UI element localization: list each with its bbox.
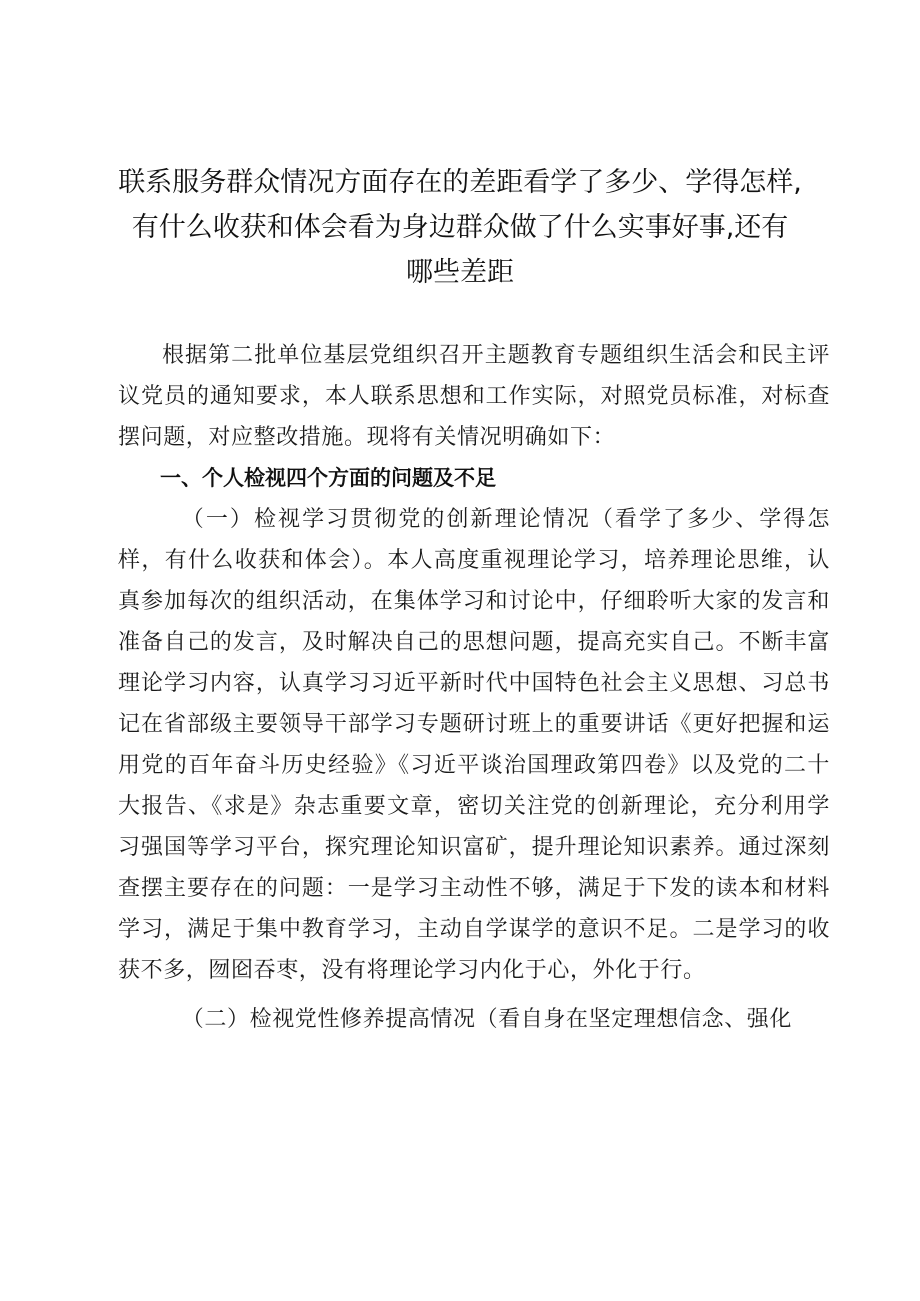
title-line-2: 有什么收获和体会看为身边群众做了什么实事好事,还有: [131, 212, 789, 243]
subsection-2-paragraph: （二）检视党性修养提高情况（看自身在坚定理想信念、强化: [181, 1007, 792, 1032]
section-heading-1: 一、个人检视四个方面的问题及不足: [160, 466, 496, 490]
title-line-1: 联系服务群众情况方面存在的差距看学了多少、学得怎样,: [118, 167, 802, 198]
document-body: [118, 335, 830, 1040]
subsection-1-paragraph: （一）检视学习贯彻党的创新理论情况（看学了多少、学得怎样，有什么收获和体会）。本人高度重视理论学习，培养理论思维，认真参加每次的组织活动，在集体学习和讨论中，仔细聆听大家的发言和准备自己的发言，及时解决自己的思想问题，提高充实自己。不断丰富理论学习内容，认真学习习近平新时代中国特色社会主义思想、习总书记在省部级主要领导干部学习专题研讨班上的重要讲话《更好把握和运用党的百年奋斗历史经验》《习近平谈治国理政第四卷》以及党的二十大报告、《求是》杂志重要文章，密切关注党的创新理论，充分利用学习强国等学习平台，探究理论知识富矿，提升理论知识素养。通过深刻查摆主要存在的问题：一是学习主动性不够，满足于下发的读本和材料学习，满足于集中教育学习，主动自学谋学的意识不足。二是学习的收获不多，囫囵吞枣，没有将理论学习内化于心，外化于行。: [118, 507, 830, 983]
intro-paragraph: 根据第二批单位基层党组织召开主题教育专题组织生活会和民主评议党员的通知要求，本人联系思想和工作实际，对照党员标准，对标查摆问题，对应整改措施。现将有关情况明确如下：: [118, 343, 830, 450]
document-title: [110, 160, 810, 295]
title-line-3: 哪些差距: [406, 257, 514, 288]
